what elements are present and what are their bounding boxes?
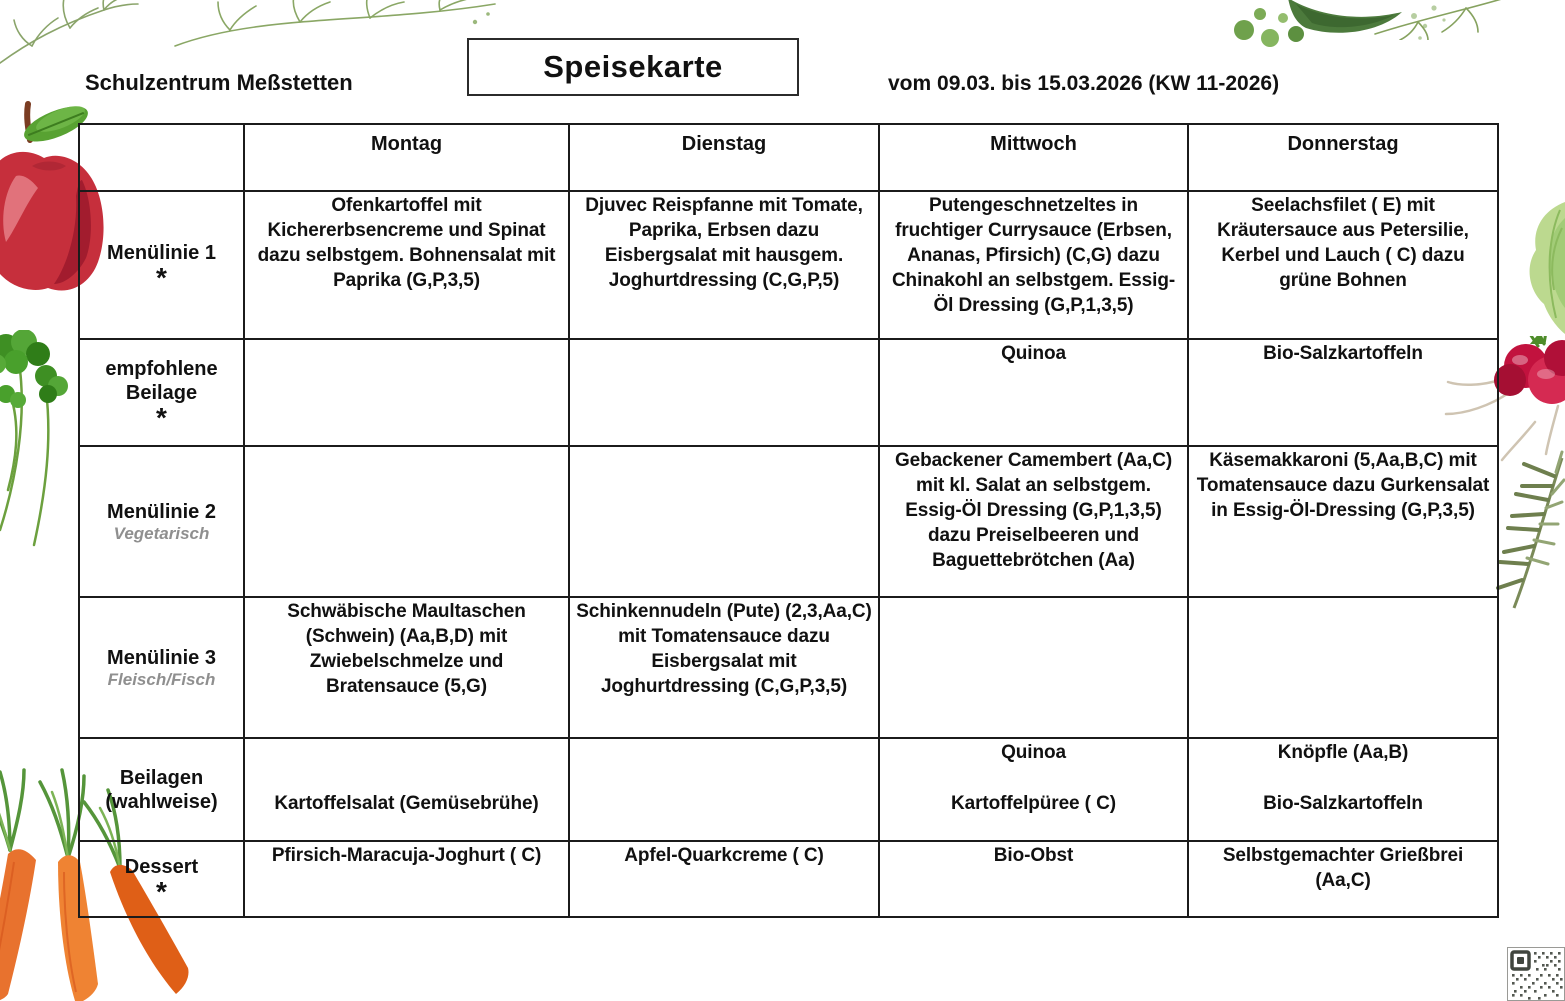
row-label: Menülinie 1 * — [79, 191, 244, 339]
dill-sprig-icon — [170, 0, 500, 56]
day-header-donnerstag: Donnerstag — [1188, 124, 1498, 191]
menu-cell: Ofenkartoffel mit Kichererbsencreme und Spinat dazu selbstgem. Bohnensalat mit Paprika (G,P,3,5) — [244, 191, 569, 339]
page-title: Speisekarte — [543, 49, 723, 84]
menu-cell: Apfel-Quarkcreme ( C) — [569, 841, 879, 917]
menu-cell: Bio-Salzkartoffeln — [1188, 339, 1498, 446]
row-label: empfohlene Beilage * — [79, 339, 244, 446]
row-label: Dessert * — [79, 841, 244, 917]
title-box — [467, 38, 799, 96]
menu-cell: Putengeschnetzeltes in fruchtiger Currysauce (Erbsen, Ananas, Pfirsich) (C,G) dazu Chinakohl an selbstgem. Essig-Öl Dressing (G,P,1,3,5) — [879, 191, 1188, 339]
lettuce-icon — [1516, 198, 1565, 338]
menu-cell — [879, 597, 1188, 738]
menu-cell: Bio-Obst — [879, 841, 1188, 917]
table-row-dessert — [79, 841, 1498, 917]
date-range: vom 09.03. bis 15.03.2026 (KW 11-2026) — [888, 72, 1280, 95]
table-row-menuelinie-3 — [79, 597, 1498, 738]
table-row-beilagen — [79, 738, 1498, 841]
table-row-menuelinie-1 — [79, 191, 1498, 339]
row-label: Beilagen (wahlweise) — [79, 738, 244, 841]
menu-cell: Gebackener Camembert (Aa,C) mit kl. Salat an selbstgem. Essig-Öl Dressing (G,P,1,3,5) dazu Preiselbeeren und Baguettebrötchen (Aa) — [879, 446, 1188, 597]
row-sublabel: Vegetarisch — [113, 523, 210, 543]
row-label: Menülinie 3 Fleisch/Fisch — [79, 597, 244, 738]
menu-table — [78, 123, 1499, 918]
menu-cell: Quinoa Kartoffelpüree ( C) — [879, 738, 1188, 841]
day-header-mittwoch: Mittwoch — [879, 124, 1188, 191]
day-header-montag: Montag — [244, 124, 569, 191]
menu-cell — [244, 339, 569, 446]
menu-cell — [569, 446, 879, 597]
qr-code-icon — [1507, 947, 1565, 1001]
asterisk: * — [156, 401, 167, 433]
dill-sprig-icon — [1370, 0, 1510, 40]
corner-cell — [79, 124, 244, 191]
menu-cell: Schinkennudeln (Pute) (2,3,Aa,C) mit Tomatensauce dazu Eisbergsalat mit Joghurtdressing (C,G,P,3,5) — [569, 597, 879, 738]
dill-sprig-icon — [0, 0, 142, 72]
school-name: Schulzentrum Meßstetten — [85, 70, 353, 95]
menu-cell — [244, 446, 569, 597]
menu-cell: Djuvec Reispfanne mit Tomate, Paprika, Erbsen dazu Eisbergsalat mit hausgem. Joghurtdressing (C,G,P,5) — [569, 191, 879, 339]
menu-cell — [1188, 597, 1498, 738]
rosemary-icon — [1494, 450, 1565, 615]
menu-cell — [569, 339, 879, 446]
table-row-menuelinie-2 — [79, 446, 1498, 597]
menu-cell: Schwäbische Maultaschen (Schwein) (Aa,B,D) mit Zwiebelschmelze und Bratensauce (5,G) — [244, 597, 569, 738]
menu-cell: Käsemakkaroni (5,Aa,B,C) mit Tomatensauce dazu Gurkensalat in Essig-Öl-Dressing (G,P,3,5) — [1188, 446, 1498, 597]
menu-cell: Knöpfle (Aa,B) Bio-Salzkartoffeln — [1188, 738, 1498, 841]
asterisk: * — [156, 876, 167, 907]
menu-cell: Selbstgemachter Grießbrei (Aa,C) — [1188, 841, 1498, 917]
menu-cell: Quinoa — [879, 339, 1188, 446]
menu-cell: Pfirsich-Maracuja-Joghurt ( C) — [244, 841, 569, 917]
table-header-row — [79, 124, 1498, 191]
menu-cell: Kartoffelsalat (Gemüsebrühe) — [244, 738, 569, 841]
table-row-empfohlene-beilage — [79, 339, 1498, 446]
row-label: Menülinie 2 Vegetarisch — [79, 446, 244, 597]
parsley-icon — [0, 330, 82, 565]
asterisk: * — [156, 262, 167, 293]
row-sublabel: Fleisch/Fisch — [107, 669, 216, 689]
menu-cell: Seelachsfilet ( E) mit Kräutersauce aus Petersilie, Kerbel und Lauch ( C) dazu grüne Bohnen — [1188, 191, 1498, 339]
menu-cell — [569, 738, 879, 841]
day-header-dienstag: Dienstag — [569, 124, 879, 191]
